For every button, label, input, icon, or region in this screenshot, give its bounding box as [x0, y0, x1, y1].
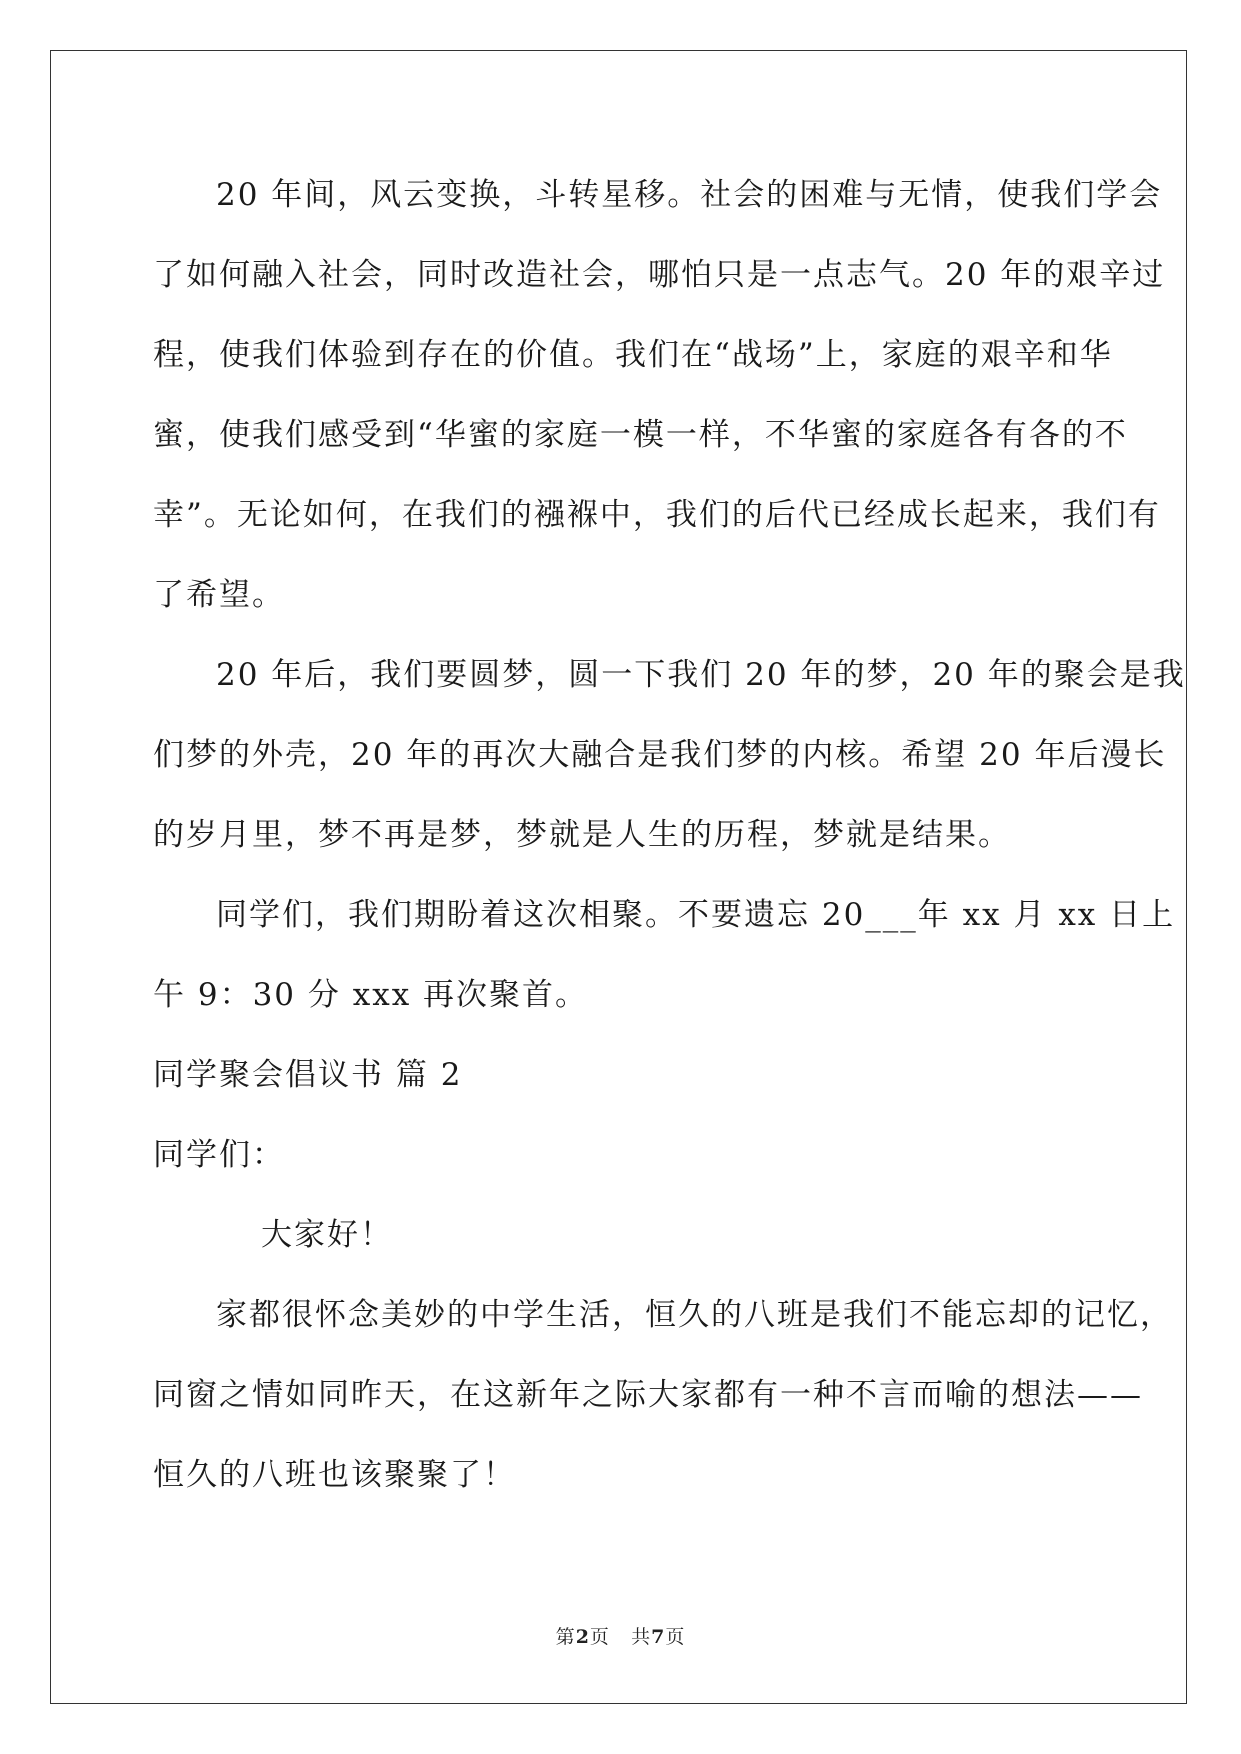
paragraph-meeting-date [153, 875, 1176, 1035]
text-line: 同窗之情如同昨天，在这新年之际大家都有一种不言而喻的想法—— [153, 1377, 1143, 1413]
section-title: 同学聚会倡议书 篇 2 [153, 1057, 463, 1093]
text-line: 20 年后，我们要圆梦，圆一下我们 20 年的梦，20 年的聚会是我 [216, 657, 1186, 693]
text-line: 家都很怀念美妙的中学生活，恒久的八班是我们不能忘却的记忆， [216, 1297, 1173, 1333]
current-page-number: 2 [575, 1626, 590, 1648]
text-line: 程，使我们体验到存在的价值。我们在“战场”上，家庭的艰辛和华 [153, 337, 1113, 373]
paragraph-twenty-years-between [153, 155, 1166, 635]
total-suffix: 页 [665, 1626, 686, 1648]
text-line: 午 9：30 分 xxx 再次聚首。 [153, 977, 589, 1013]
text-line: 恒久的八班也该聚聚了！ [153, 1457, 516, 1493]
text-line: 了如何融入社会，同时改造社会，哪怕只是一点志气。20 年的艰辛过 [153, 257, 1166, 293]
total-page-count: 7 [651, 1626, 666, 1648]
page-suffix: 页 [589, 1626, 610, 1648]
total-prefix: 共 [631, 1626, 652, 1648]
page-footer [0, 1622, 1241, 1649]
text-line: 20 年间，风云变换，斗转星移。社会的困难与无情，使我们学会 [216, 177, 1163, 213]
paragraph-class-eight [153, 1275, 1173, 1515]
greeting: 大家好！ [261, 1217, 393, 1253]
text-line: 们梦的外壳，20 年的再次大融合是我们梦的内核。希望 20 年后漫长 [153, 737, 1167, 773]
text-line: 的岁月里，梦不再是梦，梦就是人生的历程，梦就是结果。 [153, 817, 1011, 853]
text-line: 了希望。 [153, 577, 285, 613]
salutation: 同学们： [153, 1137, 285, 1173]
text-line: 蜜，使我们感受到“华蜜的家庭一模一样，不华蜜的家庭各有各的不 [153, 417, 1128, 453]
text-line: 幸”。无论如何，在我们的襁褓中，我们的后代已经成长起来，我们有 [153, 497, 1161, 533]
text-line: 同学们，我们期盼着这次相聚。不要遗忘 20___年 xx 月 xx 日上 [216, 897, 1176, 933]
paragraph-twenty-years-later [153, 635, 1186, 875]
page-prefix: 第 [555, 1626, 576, 1648]
document-body [153, 155, 1186, 1515]
